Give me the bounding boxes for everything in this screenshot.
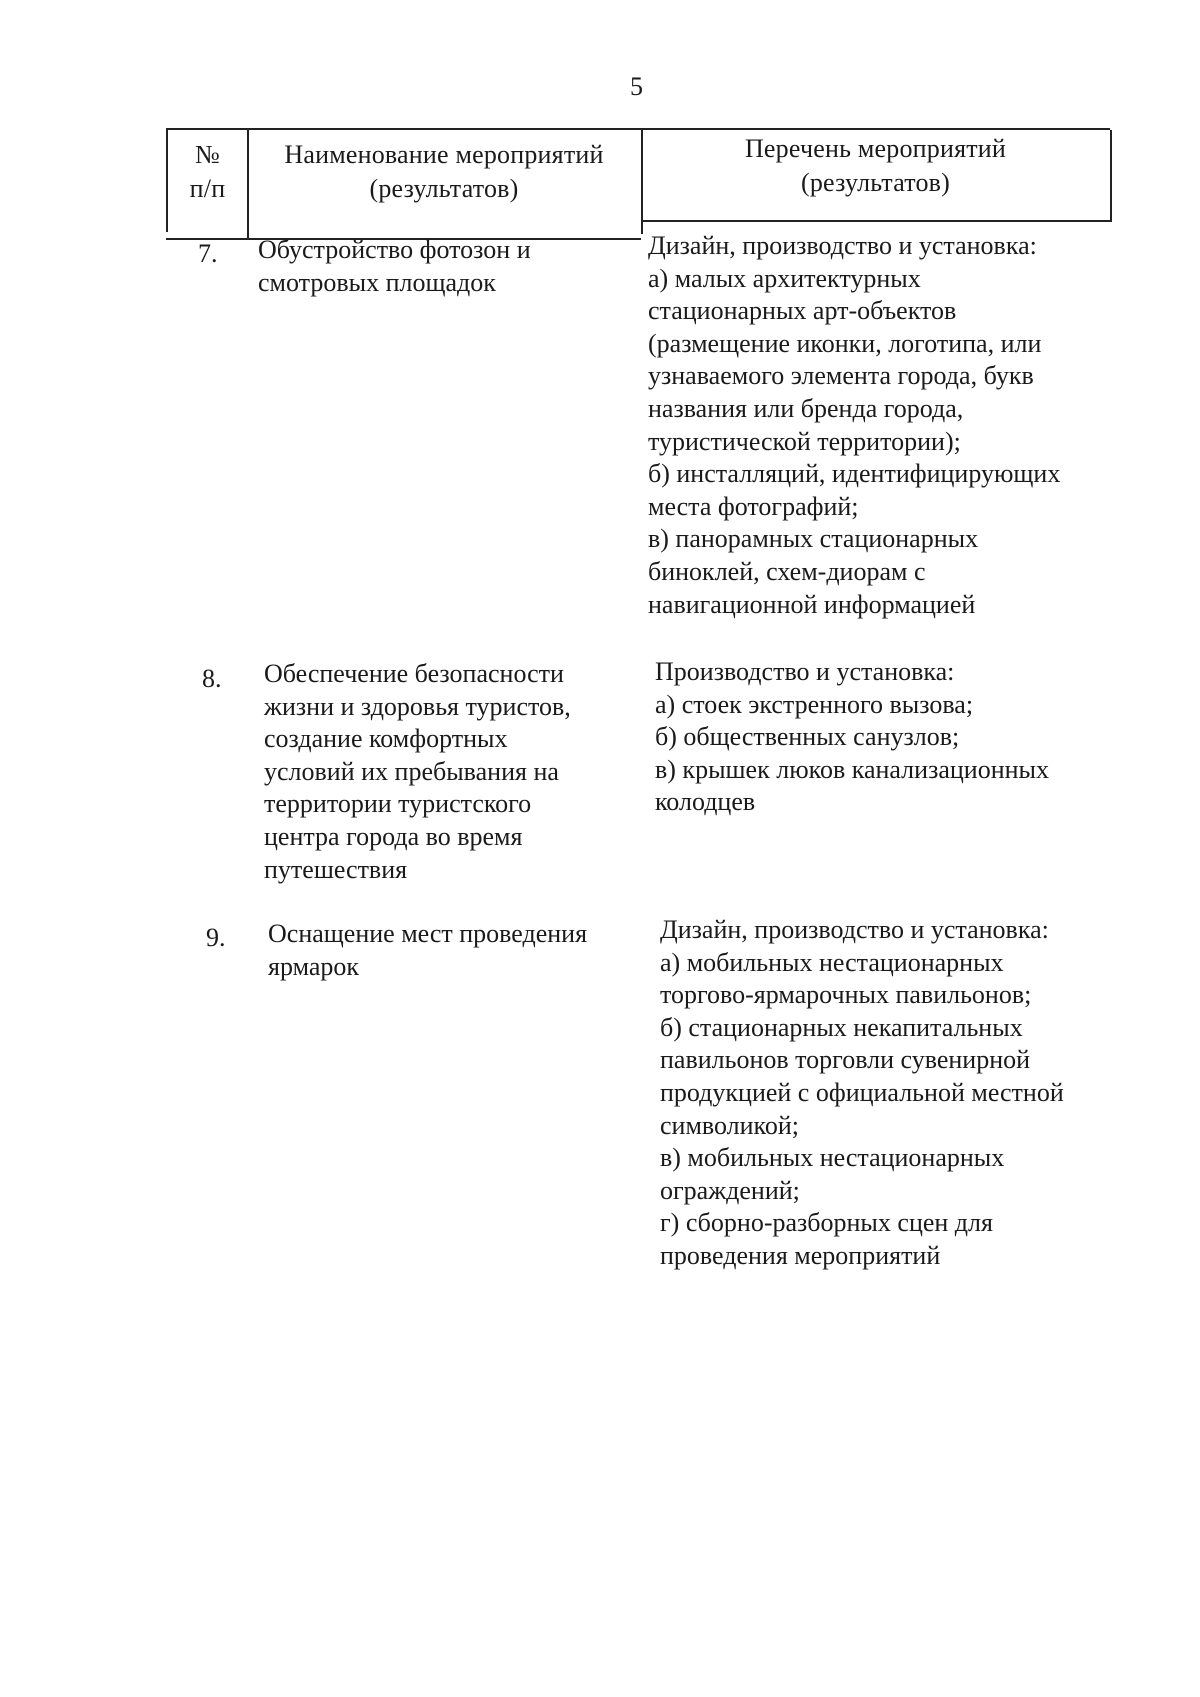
header-number: № п/п	[189, 140, 226, 203]
table-divider	[641, 220, 1110, 222]
table-divider	[1110, 130, 1112, 222]
row-event-name: Обустройство фотозон и смотровых площадок	[258, 235, 531, 297]
header-event-list: Перечень мероприятий (результатов)	[744, 134, 1007, 197]
row-event-list: Дизайн, производство и установка: а) малых архитектурных стационарных арт-объектов (размещение иконки, логотипа, или узнаваемого элемента города, букв названия или бренда города, туристической территории); б) инсталляций, идентифицирующих места фотографий; в) панорамных стационарных биноклей, схем-диорам с навигационной информацией	[648, 231, 1061, 619]
page-number: 5	[630, 72, 643, 101]
row-number: 7.	[198, 239, 218, 268]
row-event-list: Производство и установка: а) стоек экстренного вызова; б) общественных санузлов; в) крышек люков канализационных колодцев	[655, 657, 1049, 817]
row-event-name: Оснащение мест проведения ярмарок	[268, 919, 588, 981]
header-event-name: Наименование мероприятий (результатов)	[284, 140, 604, 203]
table-header	[166, 128, 1110, 232]
row-number: 8.	[202, 664, 222, 693]
row-event-name: Обеспечение безопасности жизни и здоровья туристов, создание комфортных условий их пребывания на территории туристского центра города во время путешествия	[264, 659, 571, 884]
row-number: 9.	[206, 923, 226, 952]
row-event-list: Дизайн, производство и установка: а) мобильных нестационарных торгово-ярмарочных павильонов; б) стационарных некапитальных павильонов торговли сувенирной продукцией с официальной местной символикой; в) мобильных нестационарных ограждений; г) сборно-разборных сцен для проведения мероприятий	[660, 915, 1064, 1270]
